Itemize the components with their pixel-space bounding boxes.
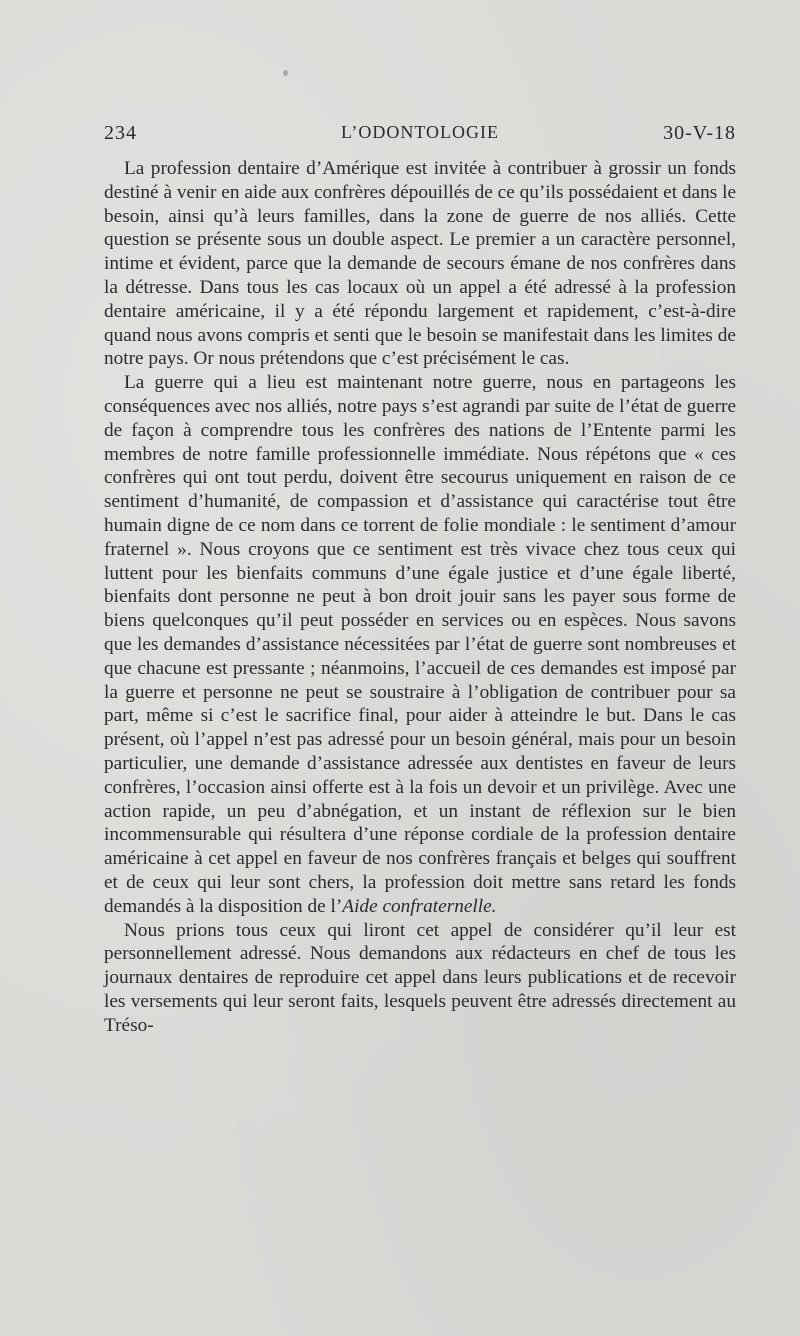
- paragraph-1: La profession dentaire d’Amérique est invitée à contribuer à grossir un fonds destiné à venir en aide aux confrères dépouillés de ce qu’ils possédaient et dans le besoin, ainsi qu’à leurs familles, dans la zone de guerre de nos alliés. Cette question se présente sous un double aspect. Le premier a un caractère personnel, intime et évident, parce que la demande de secours émane de nos confrères dans la détresse. Dans tous les cas locaux où un appel a été adressé à la profession dentaire américaine, il y a été répondu largement et rapidement, c’est-à-dire quand nous avons compris et senti que le besoin se manifestait dans les limites de notre pays. Or nous prétendons que c’est précisément le cas.: [104, 158, 736, 370]
- body-text: [104, 157, 736, 1037]
- page-number: 234: [104, 122, 137, 144]
- issue-date: 30-V-18: [663, 122, 736, 144]
- italic-fund-name: Aide confraternelle.: [342, 895, 497, 917]
- paragraph-3: Nous prions tous ceux qui liront cet appel de considérer qu’il leur est personnellement adressé. Nous demandons aux rédacteurs en chef de tous les journaux dentaires de reproduire cet appel dans leurs publications et de recevoir les versements qui leur seront faits, lesquels peuvent être adressés directement au Tréso-: [104, 919, 736, 1036]
- running-header: [104, 122, 736, 150]
- paragraph-2: [104, 371, 736, 918]
- paragraph-2-text: La guerre qui a lieu est maintenant notre guerre, nous en partageons les conséquences avec nos alliés, notre pays s’est agrandi par suite de l’état de guerre de façon à comprendre tous les confrères des nations de l’Entente parmi les membres de notre famille professionnelle immédiate. Nous répétons que « ces confrères qui ont tout perdu, doivent être secourus uniquement en raison de ce sentiment d’humanité, de compassion et d’assistance qui caractérise tout être humain digne de ce nom dans ce torrent de folie mondiale : le sentiment d’amour fraternel ». Nous croyons que ce sentiment est très vivace chez tous ceux qui luttent pour les bienfaits communs d’une égale justice et d’une égale liberté, bienfaits dont personne ne peut à bon droit jouir sans les payer sous forme de biens quelconques qu’il peut posséder en services ou en espèces. Nous savons que les demandes d’assistance nécessitées par l’état de guerre sont nombreuses et que chacune est pressante ; néanmoins, l’accueil de ces demandes est imposé par la guerre et personne ne peut se soustraire à l’obligation de contribuer pour sa part, même si c’est le sacrifice final, pour aider à atteindre le but. Dans le cas présent, où l’appel n’est pas adressé pour un besoin général, mais pour un besoin particulier, une demande d’assistance adressée aux dentistes en faveur de leurs confrères, l’occasion ainsi offerte est à la fois un devoir et un privilège. Avec une action rapide, un peu d’abnégation, et un instant de réflexion sur le bien incommensurable qui résultera d’une réponse cordiale de la profession dentaire américaine à cet appel en faveur de nos confrères français et belges qui souffrent et de ceux qui leur sont chers, la profession doit mettre sans retard les fonds demandés à la disposition de l’: [104, 372, 736, 917]
- ink-speck: [283, 70, 288, 76]
- journal-title: L’ODONTOLOGIE: [341, 122, 499, 142]
